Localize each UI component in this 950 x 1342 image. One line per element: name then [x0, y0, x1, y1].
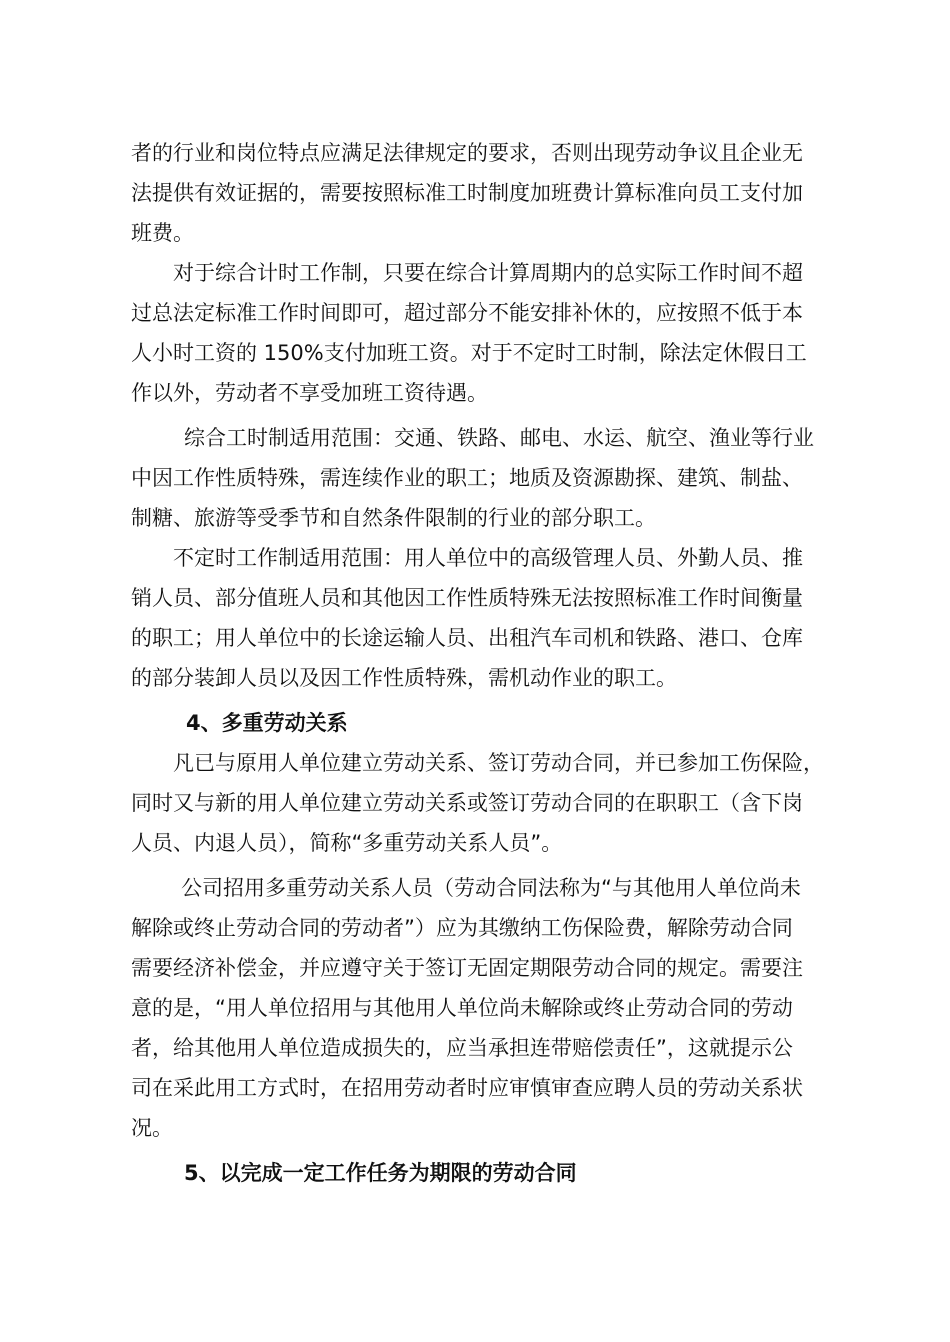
body-text-line: 人员、内退人员），简称“多重劳动关系人员”。	[131, 831, 563, 855]
section-heading: 4、多重劳动关系	[186, 711, 348, 735]
body-text-line: 况。	[131, 1116, 173, 1140]
body-text-line: 凡已与原用人单位建立劳动关系、签订劳动合同，并已参加工伤保险，	[173, 751, 824, 775]
body-text-line: 过总法定标准工作时间即可，超过部分不能安排补休的，应按照不低于本	[131, 301, 803, 325]
body-text-line: 对于综合计时工作制，只要在综合计算周期内的总实际工作时间不超	[173, 261, 803, 285]
body-text-line: 人小时工资的 150%支付加班工资。对于不定时工时制，除法定休假日工	[131, 341, 807, 365]
body-text-line: 综合工时制适用范围：交通、铁路、邮电、水运、航空、渔业等行业	[184, 426, 814, 450]
body-text-line: 同时又与新的用人单位建立劳动关系或签订劳动合同的在职职工（含下岗	[131, 791, 803, 815]
body-text-line: 不定时工作制适用范围：用人单位中的高级管理人员、外勤人员、推	[173, 546, 803, 570]
body-text-line: 司在采此用工方式时，在招用劳动者时应审慎审查应聘人员的劳动关系状	[131, 1076, 803, 1100]
body-text-line: 的部分装卸人员以及因工作性质特殊，需机动作业的职工。	[131, 666, 677, 690]
body-text-line: 制糖、旅游等受季节和自然条件限制的行业的部分职工。	[131, 506, 656, 530]
body-text-line: 者的行业和岗位特点应满足法律规定的要求，否则出现劳动争议且企业无	[131, 141, 803, 165]
body-text-line: 法提供有效证据的，需要按照标准工时制度加班费计算标准向员工支付加	[131, 181, 803, 205]
section-heading: 5、以完成一定工作任务为期限的劳动合同	[184, 1161, 577, 1185]
body-text-line: 公司招用多重劳动关系人员（劳动合同法称为“与其他用人单位尚未	[181, 876, 801, 900]
body-text-line: 作以外，劳动者不享受加班工资待遇。	[131, 381, 488, 405]
body-text-line: 者，给其他用人单位造成损失的，应当承担连带赔偿责任”，这就提示公	[131, 1036, 793, 1060]
body-text-line: 班费。	[131, 221, 194, 245]
body-text-line: 解除或终止劳动合同的劳动者”）应为其缴纳工伤保险费，解除劳动合同	[131, 916, 793, 940]
body-text-line: 需要经济补偿金，并应遵守关于签订无固定期限劳动合同的规定。需要注	[131, 956, 803, 980]
body-text-line: 销人员、部分值班人员和其他因工作性质特殊无法按照标准工作时间衡量	[131, 586, 803, 610]
body-text-line: 的职工；用人单位中的长途运输人员、出租汽车司机和铁路、港口、仓库	[131, 626, 803, 650]
body-text-line: 中因工作性质特殊，需连续作业的职工；地质及资源勘探、建筑、制盐、	[131, 466, 803, 490]
body-text-line: 意的是，“用人单位招用与其他用人单位尚未解除或终止劳动合同的劳动	[131, 996, 793, 1020]
